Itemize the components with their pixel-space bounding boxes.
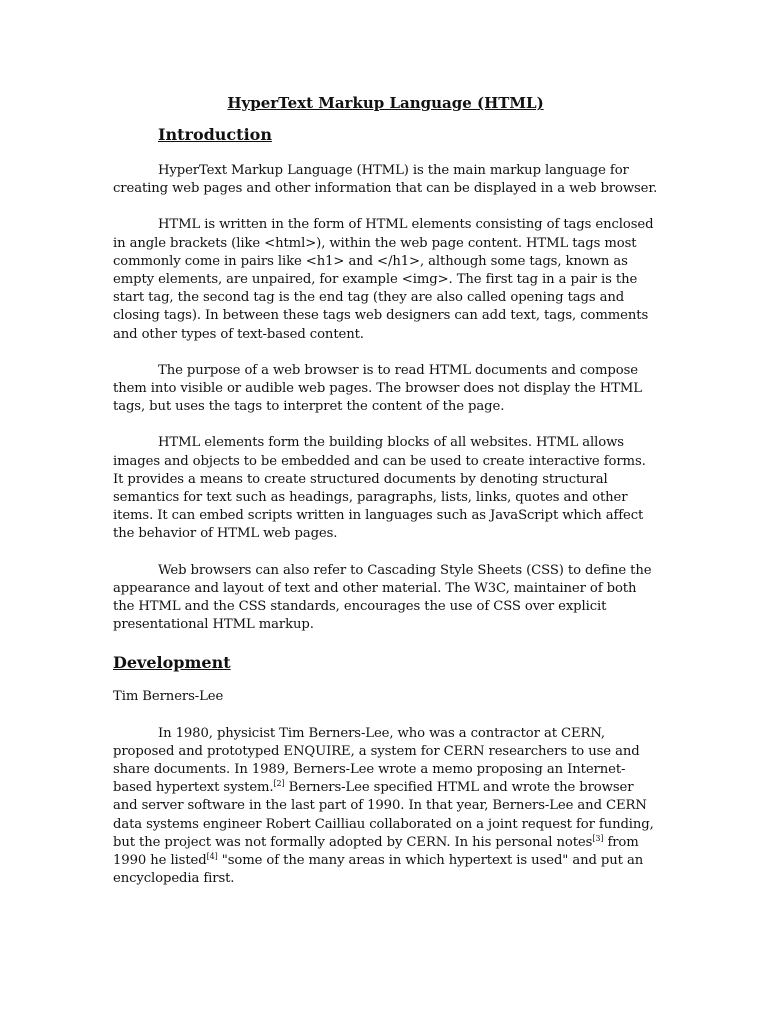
development-paragraph: [113, 725, 658, 889]
intro-paragraph-1: HyperText Markup Language (HTML) is the main markup language for creating web pages and other information that can be displayed in a web browser.: [113, 163, 658, 197]
footnote-ref-2[interactable]: [2]: [273, 779, 285, 789]
document-title: HyperText Markup Language (HTML): [227, 94, 544, 112]
intro-paragraph-2: HTML is written in the form of HTML elements consisting of tags enclosed in angle brackets (like <html>), within the web page content. HTML tags most commonly come in pairs like <h1> and </h1>, although some tags, known as empty elements, are unpaired, for example <img>. The first tag in a pair is the start tag, the second tag is the end tag (they are also called opening tags and closing tags). In between these tags web designers can add text, tags, comments and other types of text-based content.: [113, 217, 654, 342]
development-subheading: Tim Berners-Lee: [113, 689, 224, 705]
footnote-ref-4[interactable]: [4]: [206, 852, 218, 862]
footnote-ref-3[interactable]: [3]: [592, 833, 604, 843]
dev-text-part-3: from 1990 he listed: [113, 834, 639, 869]
dev-text-part-1: In 1980, physicist Tim Berners-Lee, who was a contractor at CERN, proposed and prototyped ENQUIRE, a system for CERN researchers to use and share documents. In 1989, Berners-Lee wrote a memo proposing an Internet-based hypertext system.: [113, 725, 640, 796]
dev-text-part-2: Berners-Lee specified HTML and wrote the browser and server software in the last part of 1990. In that year, Berners-Lee and CERN data systems engineer Robert Cailliau collaborated on a joint request for funding, but the project was not formally adopted by CERN. In his personal notes: [113, 780, 654, 850]
document-page: [113, 92, 658, 907]
intro-paragraph-5: Web browsers can also refer to Cascading Style Sheets (CSS) to define the appearance and layout of text and other material. The W3C, maintainer of both the HTML and the CSS standards, encourages the use of CSS over explicit presentational HTML markup.: [113, 562, 652, 633]
introduction-heading: Introduction: [158, 125, 272, 144]
development-heading: Development: [113, 653, 231, 673]
intro-paragraph-4: HTML elements form the building blocks of all websites. HTML allows images and objects to be embedded and can be used to create interactive forms. It provides a means to create structured documents by denoting structural semantics for text such as headings, paragraphs, lists, links, quotes and other items. It can embed scripts written in languages such as JavaScript which affect the behavior of HTML web pages.: [113, 435, 646, 542]
intro-paragraph-3: The purpose of a web browser is to read HTML documents and compose them into visible or audible web pages. The browser does not display the HTML tags, but uses the tags to interpret the content of the page.: [113, 362, 642, 415]
dev-text-part-4: "some of the many areas in which hypertext is used" and put an encyclopedia first.: [113, 853, 644, 887]
